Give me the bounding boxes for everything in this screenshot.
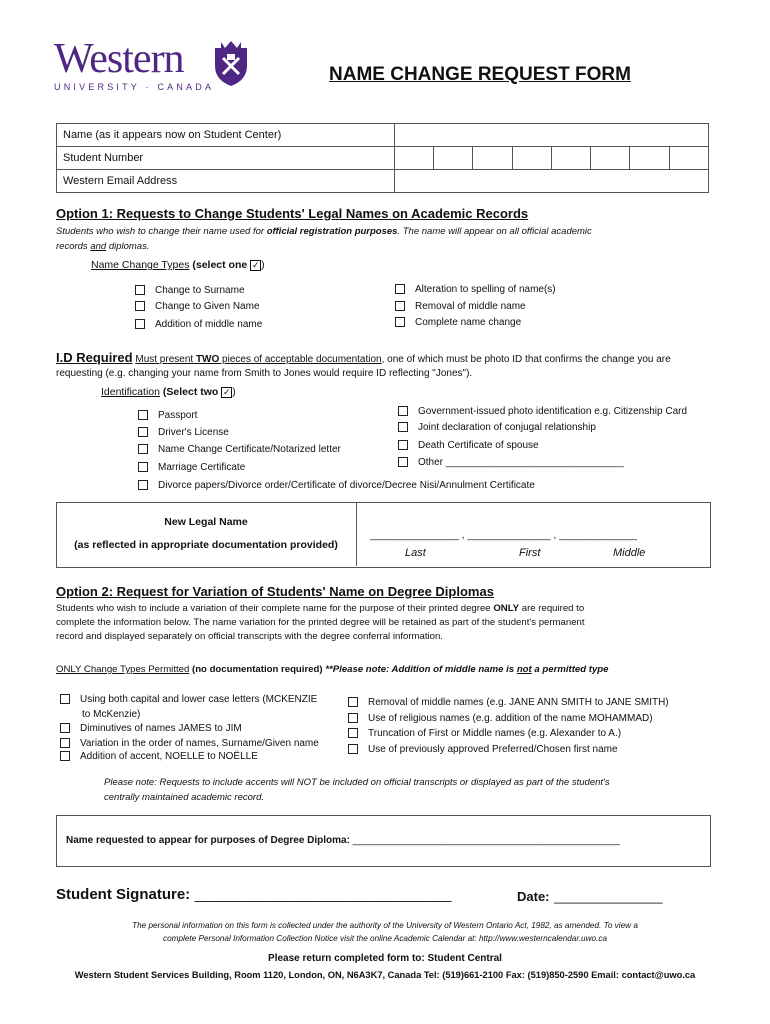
checkbox-label: Alteration to spelling of name(s): [415, 284, 556, 295]
checkbox-icon[interactable]: [60, 738, 70, 748]
checkbox-icon[interactable]: [348, 697, 358, 707]
id-two: TWO: [195, 354, 220, 365]
checkbox-icon[interactable]: [60, 723, 70, 733]
desc-text: complete the information below. The name variation for the printed degree will be retained as part of the student's permanent: [56, 617, 585, 628]
checkbox-icon[interactable]: [395, 317, 405, 327]
checkbox-addition-middle[interactable]: [135, 319, 262, 330]
checkbox-icon[interactable]: [398, 422, 408, 432]
desc-text: are required to: [519, 603, 585, 614]
checkbox-label: Government-issued photo identification e.g. Citizenship Card: [418, 406, 688, 417]
checkbox-icon[interactable]: [138, 427, 148, 437]
checkbox-icon[interactable]: [138, 462, 148, 472]
desc-underline: and: [90, 241, 107, 252]
checkbox-capital-lower[interactable]: [60, 694, 317, 705]
email-field[interactable]: [394, 170, 708, 193]
student-number-box[interactable]: [394, 147, 433, 170]
checkbox-label: Marriage Certificate: [158, 462, 246, 473]
note-not: not: [516, 664, 532, 675]
checkbox-label: Passport: [158, 410, 198, 421]
checkbox-name-change-cert[interactable]: [138, 444, 341, 455]
checkbox-icon[interactable]: [138, 410, 148, 420]
checkbox-icon[interactable]: [398, 457, 408, 467]
desc-bold: ONLY: [493, 603, 520, 614]
id-heading: I.D Required: [56, 350, 133, 365]
checkbox-complete-change[interactable]: [395, 317, 521, 328]
checkbox-accent[interactable]: [60, 751, 258, 762]
checkbox-label: Change to Given Name: [155, 301, 260, 312]
return-line: Please return completed form to: Student Central: [268, 953, 502, 964]
ident-label: Identification: [101, 386, 160, 398]
id-rest: , one of which must be photo ID that confirms the change you are: [381, 354, 671, 365]
checked-box-icon: ✓: [222, 386, 231, 397]
desc-text: Students who wish to include a variation of their complete name for the purpose of their printed degree: [56, 603, 494, 614]
checkbox-icon[interactable]: [348, 744, 358, 754]
new-legal-name-sublabel: (as reflected in appropriate documentation provided): [74, 539, 338, 551]
types-label: Name Change Types: [91, 259, 190, 271]
option2-heading: Option 2: Request for Variation of Students' Name on Degree Diplomas: [56, 584, 494, 599]
checkbox-removal-middle-names[interactable]: [348, 697, 669, 708]
checkbox-gov-photo-id[interactable]: [398, 406, 687, 417]
contact-line: Western Student Services Building, Room 1120, London, ON, N6A3K7, Canada Tel: (519)661-2100 Fax: (519)850-2590 Email: contact@uwo.ca: [74, 970, 696, 980]
checkbox-icon[interactable]: [135, 301, 145, 311]
checkbox-removal-middle[interactable]: [395, 301, 526, 312]
middle-label: Middle: [613, 547, 646, 559]
checkbox-label: Diminutives of names JAMES to JIM: [80, 723, 242, 734]
desc-text: Students who wish to change their name used for: [56, 226, 267, 237]
permitted-types-line: [56, 664, 609, 675]
desc-text: diplomas.: [106, 241, 150, 252]
checkbox-icon[interactable]: [135, 285, 145, 295]
date-label: Date:: [517, 889, 550, 904]
student-number-box[interactable]: [433, 147, 472, 170]
checkbox-divorce[interactable]: [138, 480, 535, 491]
table-row: [57, 124, 709, 147]
checkbox-label: to McKenzie): [82, 709, 141, 720]
checkbox-joint-declaration[interactable]: [398, 422, 596, 433]
signature-field[interactable]: _________________________________: [194, 886, 452, 902]
privacy-notice: [40, 919, 730, 945]
table-row: [57, 170, 709, 193]
checkbox-label: Name Change Certificate/Notarized letter: [158, 444, 341, 455]
checkbox-change-given[interactable]: [135, 301, 260, 312]
legal-name-divider: [356, 502, 357, 566]
permitted-label: ONLY Change Types Permitted: [56, 664, 190, 675]
legal-name-lines[interactable]: ________________ , _______________ , ______________: [370, 530, 637, 541]
checkbox-capital-lower-cont: [82, 709, 140, 720]
checkbox-diminutives[interactable]: [60, 723, 242, 734]
accent-note-line2: centrally maintained academic record.: [104, 792, 264, 803]
checkbox-icon[interactable]: [348, 713, 358, 723]
student-number-box[interactable]: [512, 147, 551, 170]
date-row: [517, 888, 662, 906]
diploma-field[interactable]: ________________________________________________: [352, 835, 620, 846]
desc-text: . The name will appear on all official academic: [397, 226, 592, 237]
checkbox-label: Addition of accent, NOELLE to NOËLLE: [80, 751, 258, 762]
checked-box-icon: ✓: [251, 259, 260, 270]
option2-description: [56, 602, 716, 644]
last-label: Last: [405, 547, 426, 559]
diploma-row: [66, 835, 620, 846]
id-must: Must present: [135, 354, 196, 365]
accent-note: [104, 775, 724, 805]
checkbox-icon[interactable]: [138, 480, 148, 490]
checkbox-label: Death Certificate of spouse: [418, 440, 539, 451]
privacy-line2: complete Personal Information Collection Notice visit the online Academic Calendar at: http://www.westerncalendar.uwo.ca: [162, 934, 607, 943]
signature-row: [56, 886, 452, 904]
table-row: [57, 147, 709, 170]
diploma-label: Name requested to appear for purposes of Degree Diploma:: [66, 835, 350, 846]
email-label: Western Email Address: [57, 170, 395, 193]
signature-label: Student Signature:: [56, 886, 191, 903]
crest-icon: [211, 38, 251, 88]
student-number-label: Student Number: [57, 147, 395, 170]
checkbox-label: Variation in the order of names, Surname/Given name: [80, 738, 319, 749]
checkbox-change-surname[interactable]: [135, 285, 245, 296]
nodoc-label: (no documentation required): [189, 664, 326, 675]
checkbox-label: Use of religious names (e.g. addition of the name MOHAMMAD): [368, 713, 653, 724]
checkbox-label: Removal of middle names (e.g. JANE ANN SMITH to JANE SMITH): [368, 697, 669, 708]
checkbox-passport[interactable]: [138, 410, 197, 421]
student-number-box[interactable]: [551, 147, 590, 170]
checkbox-label: Complete name change: [415, 317, 522, 328]
checkbox-icon[interactable]: [60, 694, 70, 704]
checkbox-preferred-name[interactable]: [348, 744, 618, 755]
checkbox-alteration-spelling[interactable]: [395, 284, 556, 295]
name-field[interactable]: [394, 124, 708, 147]
desc-bold: official registration purposes: [266, 226, 398, 237]
privacy-line1: The personal information on this form is collected under the authority of the University of Western Ontario Act, 1982, as amended. To view a: [132, 921, 638, 930]
checkbox-icon[interactable]: [398, 440, 408, 450]
types-select: (select one: [192, 259, 248, 271]
option1-description: [56, 224, 696, 254]
checkbox-religious-names[interactable]: [348, 713, 653, 724]
checkbox-label: Change to Surname: [155, 285, 245, 296]
checkbox-icon[interactable]: [138, 444, 148, 454]
student-number-box[interactable]: [630, 147, 669, 170]
checkbox-label: Other ________________________________: [418, 457, 624, 468]
checkbox-icon[interactable]: [135, 319, 145, 329]
new-legal-name-label: New Legal Name: [164, 516, 248, 528]
logo-sub: UNIVERSITY · CANADA: [54, 82, 215, 92]
checkbox-label: Using both capital and lower case letters (MCKENZIE: [80, 694, 318, 705]
checkbox-marriage-cert[interactable]: [138, 462, 245, 473]
note-label: **Please note: Addition of middle name is: [325, 664, 517, 675]
student-number-box[interactable]: [669, 147, 708, 170]
name-change-types-label: [91, 259, 265, 271]
checkbox-truncation[interactable]: [348, 728, 621, 739]
desc-text: records: [56, 241, 91, 252]
types-close: ): [261, 259, 265, 271]
checkbox-drivers-license[interactable]: [138, 427, 229, 438]
checkbox-label: Divorce papers/Divorce order/Certificate of divorce/Decree Nisi/Annulment Certificate: [158, 480, 535, 491]
checkbox-order-names[interactable]: [60, 738, 319, 749]
checkbox-other[interactable]: [398, 457, 624, 468]
date-field[interactable]: _______________: [553, 889, 663, 904]
checkbox-icon[interactable]: [348, 728, 358, 738]
checkbox-icon[interactable]: [395, 284, 405, 294]
checkbox-label: Removal of middle name: [415, 301, 526, 312]
id-line2: requesting (e.g. changing your name from Smith to Jones would require ID reflecting "Jones").: [56, 368, 473, 379]
option1-heading: Option 1: Requests to Change Students' Legal Names on Academic Records: [56, 206, 529, 221]
note-end: a permitted type: [531, 664, 609, 675]
desc-text: record and displayed separately on official transcripts with the degree conferral information.: [56, 631, 443, 642]
id-required-text: [56, 350, 671, 365]
page-title: NAME CHANGE REQUEST FORM: [329, 64, 631, 85]
checkbox-label: Addition of middle name: [155, 319, 263, 330]
ident-close: ): [232, 386, 236, 398]
checkbox-label: Truncation of First or Middle names (e.g. Alexander to A.): [368, 728, 622, 739]
checkbox-icon[interactable]: [395, 301, 405, 311]
checkbox-death-cert[interactable]: [398, 440, 539, 451]
checkbox-label: Driver's License: [158, 427, 229, 438]
first-label: First: [519, 547, 541, 559]
checkbox-icon[interactable]: [60, 751, 70, 761]
checkbox-icon[interactable]: [398, 406, 408, 416]
id-pieces: pieces of acceptable documentation: [219, 354, 382, 365]
logo-word: Western: [54, 36, 184, 82]
name-label: Name (as it appears now on Student Center): [57, 124, 395, 147]
western-logo: [54, 38, 214, 92]
accent-note-line1: Please note: Requests to include accents will NOT be included on official transcripts or displayed as part of the student's: [104, 777, 610, 788]
student-number-box[interactable]: [591, 147, 630, 170]
checkbox-label: Joint declaration of conjugal relationship: [418, 422, 596, 433]
checkbox-label: Use of previously approved Preferred/Chosen first name: [368, 744, 618, 755]
ident-select: (Select two: [162, 386, 219, 398]
student-number-box[interactable]: [473, 147, 512, 170]
student-info-table: [56, 123, 709, 193]
identification-label: [101, 386, 236, 398]
